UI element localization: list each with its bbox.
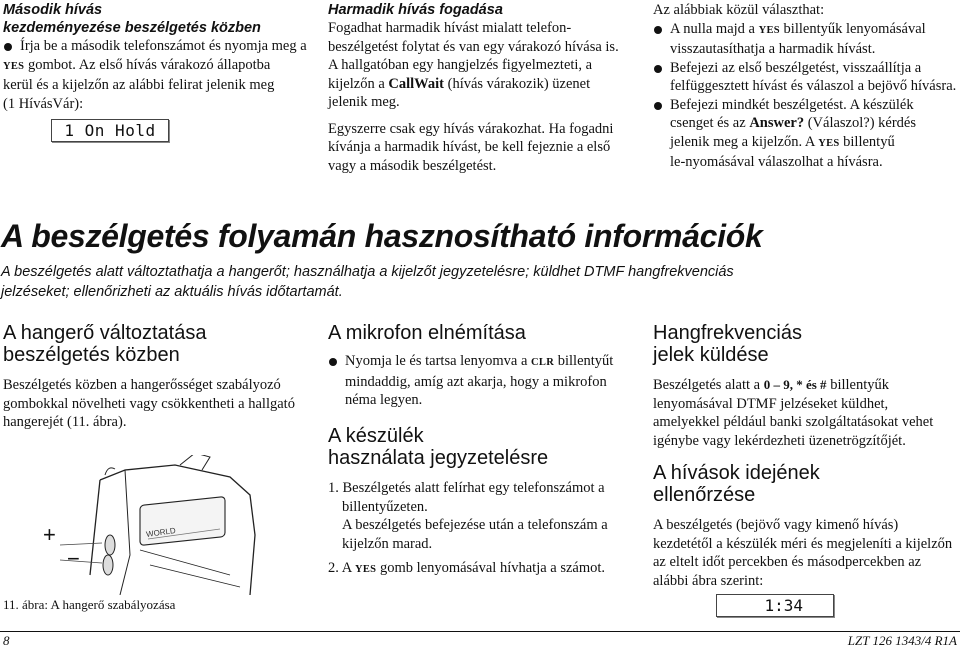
main-heading: A beszélgetés folyamán hasznosítható információk xyxy=(1,218,763,254)
mute-title: A mikrofon elnémítása xyxy=(328,322,526,344)
option-reject: A nulla majd a YES billentyűk lenyomásával visszautasíthatja a harmadik hívást. xyxy=(653,20,958,59)
volume-plus-label: + xyxy=(43,522,56,547)
dtmf-section: Hangfrekvenciás jelek küldése Beszélgetés alatt a 0 – 9, * és # billentyűk lenyomásával DTMF jelzéseket küldhet, amelyekkel például banki szolgáltatásokat vehet igénybe vagy lekérdezheti üzenetrögzítőjét. xyxy=(653,322,958,450)
volume-button-up xyxy=(105,535,115,555)
second-call-title-line1: Második hívás xyxy=(3,2,103,18)
call-duration-display: 1:34 xyxy=(716,594,834,617)
page-number: 8 xyxy=(3,633,10,648)
phone-screen-label: WORLD xyxy=(145,525,177,540)
notepad-step-1: 1. Beszélgetés alatt felírhat egy telefonszámot a billentyűzeten. A beszélgetés befejezése után a telefonszám a kijelzőn marad. xyxy=(328,480,608,552)
notepad-section xyxy=(328,425,633,580)
phone-antenna xyxy=(180,455,210,470)
volume-section: A hangerő változtatása beszélgetés közben Beszélgetés közben a hangerősséget szabályozó gombokkal növelheti vagy csökkentheti a hallgató hangerejét (11. ábra). xyxy=(3,322,308,432)
notepad-step-2: 2. A YES gomb lenyomásával hívhatja a számot. xyxy=(328,560,606,576)
mute-section: A mikrofon elnémítása Nyomja le és tartsa lenyomva a CLR billentyűt mindaddig, amíg azt akarja, hogy a mikrofon néma legyen. xyxy=(328,322,633,410)
duration-title: A hívások idejének ellenőrzése xyxy=(653,462,820,506)
second-call-bullet: Írja be a második telefonszámot és nyomja meg a xyxy=(3,37,308,56)
options-section xyxy=(653,1,958,172)
dtmf-keys: 0 – 9, * és # xyxy=(763,377,827,392)
yes-key-label: YES xyxy=(3,60,25,72)
footer-rule xyxy=(0,631,960,632)
main-subtitle: A beszélgetés alatt változtathatja a hangerőt; használhatja a kijelzőt jegyzetelésre; küldhet DTMF hangfrekvenciás jelzéseket; ellenőrizheti az aktuális hívás időtartamát. xyxy=(1,264,734,300)
document-code: LZT 126 1343/4 R1A xyxy=(847,633,957,648)
second-call-title-line2: kezdeményezése beszélgetés közben xyxy=(3,20,261,36)
options-intro: Az alábbiak közül választhat: xyxy=(653,2,825,18)
option-end-both: Befejezi mindkét beszélgetést. A készülék csenget és az Answer? (Válaszol?) kérdés jelenik meg a kijelzőn. A YES billentyű le-nyomásával válaszolhat a hívásra. xyxy=(653,96,958,172)
dtmf-title: Hangfrekvenciás jelek küldése xyxy=(653,322,802,366)
duration-section: A hívások idejének ellenőrzése A beszélgetés (bejövő vagy kimenő hívás) kezdetétől a készülék méri és megjeleníti a kijelzőn az eltelt időt percekben és másodpercekben az alábbi ábra szerint: xyxy=(653,462,958,590)
volume-minus-label: − xyxy=(67,546,80,571)
clr-key-label: CLR xyxy=(531,357,555,368)
on-hold-display: 1 On Hold xyxy=(51,119,169,142)
volume-title: A hangerő változtatása beszélgetés közben xyxy=(3,322,207,366)
second-call-section: Második hívás kezdeményezése beszélgetés közben Írja be a második telefonszámot és nyomja meg a YES gombot. Az első hívás várakozó állapotba kerül és a kijelzőn az alábbi felirat jelenik meg (1 HívásVár): xyxy=(3,2,307,112)
third-call-title: Harmadik hívás fogadása xyxy=(328,2,503,18)
notepad-title: A készülék használata jegyzetelésre xyxy=(328,425,549,469)
volume-button-down xyxy=(103,555,113,575)
callwait-label: CallWait xyxy=(388,75,444,92)
figure-11-caption: 11. ábra: A hangerő szabályozása xyxy=(3,597,176,612)
phone-illustration xyxy=(30,455,260,595)
third-call-section: Harmadik hívás fogadása Fogadhat harmadik hívást mialatt telefon- beszélgetést folytat és van egy várakozó hívása is. A hallgatóban egy hangjelzés figyelmezteti, a kijelzőn a CallWait (hívás várakozik) üzenet jelenik meg. Egyszerre csak egy hívás várakozhat. Ha fogadni kívánja a harmadik hívást, be kell fejeznie a első vagy a második beszélgetést. xyxy=(328,1,628,175)
option-end-first: Befejezi az első beszélgetést, visszaállítja a felfüggesztett hívást és válaszol a bejövő hívásra. xyxy=(653,59,958,96)
